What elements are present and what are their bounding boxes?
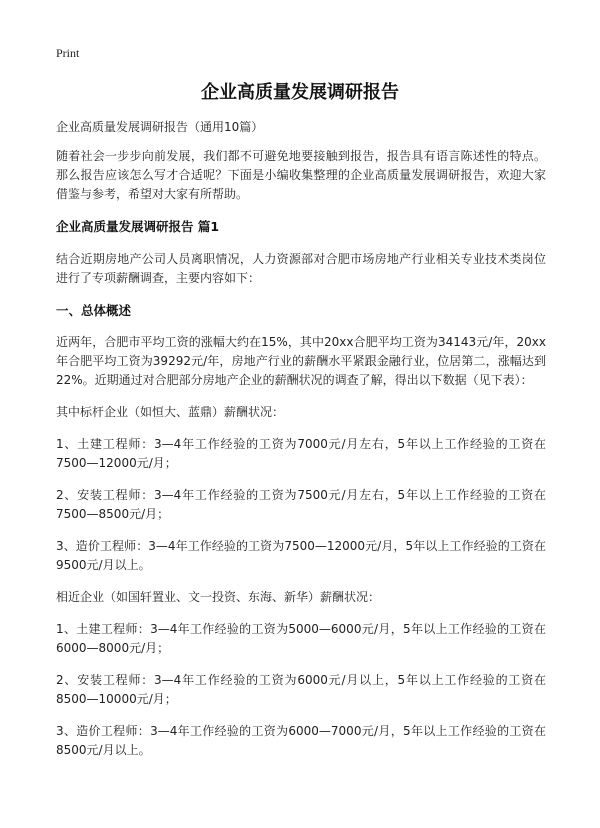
intro-paragraph: 随着社会一步步向前发展，我们都不可避免地要接触到报告，报告具有语言陈述性的特点。那么报告应该怎么写才合适呢？下面是小编收集整理的企业高质量发展调研报告，欢迎大家借鉴与参考，希望对大家有所帮助。 [56, 149, 546, 201]
benchmark-intro: 其中标杆企业（如恒大、蓝鼎）薪酬状况： [56, 405, 285, 419]
section-heading-1: 企业高质量发展调研报告 篇1 [56, 219, 220, 234]
document-subtitle: 企业高质量发展调研报告（通用10篇） [56, 120, 264, 134]
similar-intro: 相近企业（如国轩置业、文一投资、东海、新华）薪酬状况： [56, 590, 381, 604]
document-body [56, 118, 546, 760]
list-item: 1、土建工程师：3—4年工作经验的工资为5000—6000元/月，5年以上工作经验的工资在6000—8000元/月； [56, 622, 546, 655]
print-link[interactable]: Print [56, 46, 80, 60]
overview-heading: 一、总体概述 [56, 303, 132, 318]
section1-paragraph: 结合近期房地产公司人员离职情况，人力资源部对合肥市场房地产行业相关专业技术类岗位进行了专项薪酬调查，主要内容如下： [56, 252, 546, 285]
list-item: 2、安装工程师：3—4年工作经验的工资为6000元/月以上，5年以上工作经验的工资在8500—10000元/月； [56, 673, 546, 706]
page-title: 企业高质量发展调研报告 [201, 82, 399, 103]
list-item: 2、安装工程师：3—4年工作经验的工资为7500元/月左右，5年以上工作经验的工资在7500—8500元/月； [56, 488, 546, 521]
list-item: 3、造价工程师：3—4年工作经验的工资为7500—12000元/月，5年以上工作经验的工资在9500元/月以上。 [56, 539, 546, 572]
list-item: 1、土建工程师：3—4年工作经验的工资为7000元/月左右，5年以上工作经验的工资在7500—12000元/月； [56, 437, 546, 470]
list-item: 3、造价工程师：3—4年工作经验的工资为6000—7000元/月，5年以上工作经验的工资在8500元/月以上。 [56, 724, 546, 757]
overview-paragraph: 近两年，合肥市平均工资的涨幅大约在15%，其中20xx合肥平均工资为34143元/年，20xx年合肥平均工资为39292元/年，房地产行业的薪酬水平紧跟金融行业，位居第二，涨幅达到22%。近期通过对合肥部分房地产企业的薪酬状况的调查了解，得出以下数据（见下表）： [56, 335, 546, 387]
